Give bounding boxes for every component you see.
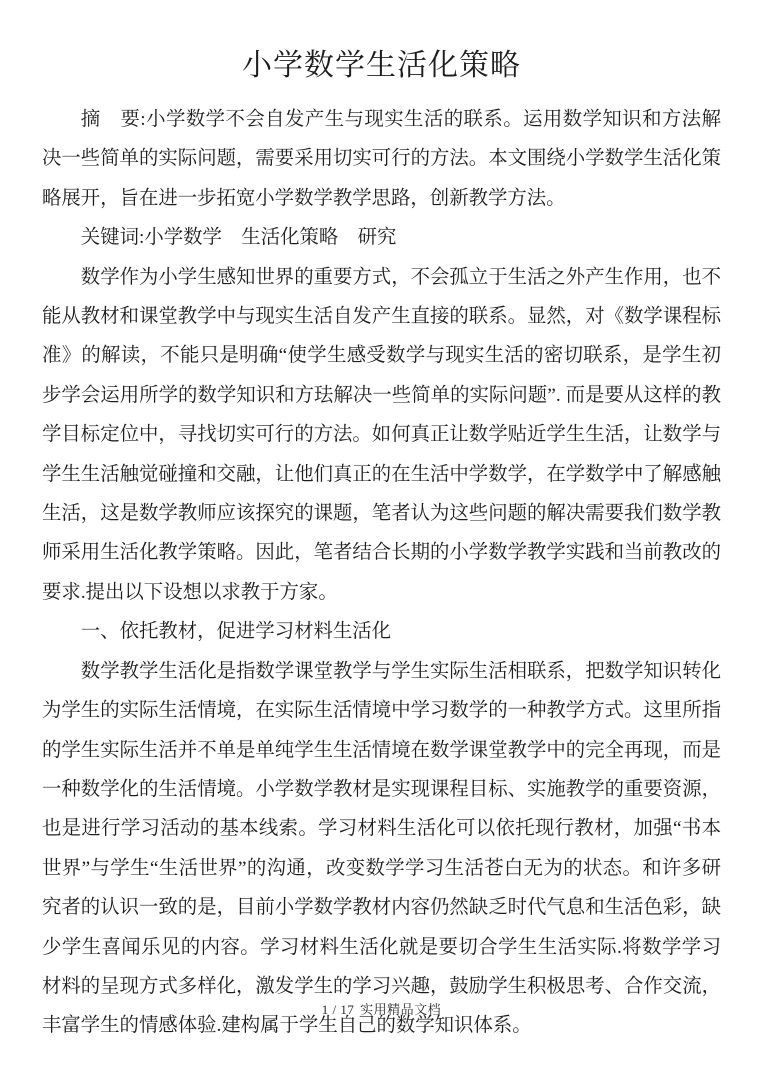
section-1-body-paragraph: 数学教学生活化是指数学课堂教学与学生实际生活相联系，把数学知识转化为学生的实际生活情境，在实际生活情境中学习数学的一种教学方式。这里所指的学生实际生活并不单是单纯学生生活情境在数学课堂教学中的完全再现，而是一种数学化的生活情境。小学数学教材是实现课程目标、实施教学的重要资源，也是进行学习活动的基本线索。学习材料生活化可以依托现行教材，加强“书本世界”与学生“生活世界”的沟通，改变数学学习生活苍白无为的状态。和许多研究者的认识一致的是，目前小学数学教材内容仍然缺乏时代气息和生活色彩，缺少学生喜闻乐见的内容。学习材料生活化就是要切合学生生活实际.将数学学习材料的呈现方式多样化，激发学生的学习兴趣，鼓励学生积极思考、合作交流，丰富学生的情感体验.建构属于学生自己的数学知识体系。	[42, 660, 721, 1037]
keywords-paragraph: 关键词:小学数学 生活化策略 研究	[80, 227, 397, 249]
section-1-heading: 一、依托教材，促进学习材料生活化	[80, 621, 392, 643]
introduction-paragraph: 数学作为小学生感知世界的重要方式，不会孤立于生活之外产生作用，也不能从教材和课堂教学中与现实生活自发产生直接的联系。显然，对《数学课程标准》的解读，不能只是明确“使学生感受数学与现实生活的密切联系，是学生初步学会运用所学的数学知识和方珐解决一些简单的实际问题”. 而是要从这样的教学目标定位中，寻找切实可行的方法。如何真正让数学贴近学生生活，让数学与学生生活触觉碰撞和交融，让他们真正的在生活中学数学，在学数学中了解感触生活，这是数学教师应该探究的课题，笔者认为这些问题的解决需要我们数学教师采用生活化教学策略。因此，笔者结合长期的小学数学教学实践和当前教改的要求.提出以下设想以求教于方家。	[42, 266, 721, 603]
abstract-paragraph: 摘 要:小学数学不会自发产生与现实生活的联系。运用数学知识和方法解决一些简单的实际问题，需要采用切实可行的方法。本文围绕小学数学生活化策略展开，旨在进一步拓宽小学数学教学思路，创新教学方法。	[42, 109, 721, 209]
page-footer	[0, 999, 763, 1018]
document-title: 小学数学生活化策略	[242, 49, 521, 82]
footer-watermark-label: 实用精品文档	[360, 1002, 442, 1017]
page-number-indicator: 1 / 17	[321, 1002, 355, 1017]
